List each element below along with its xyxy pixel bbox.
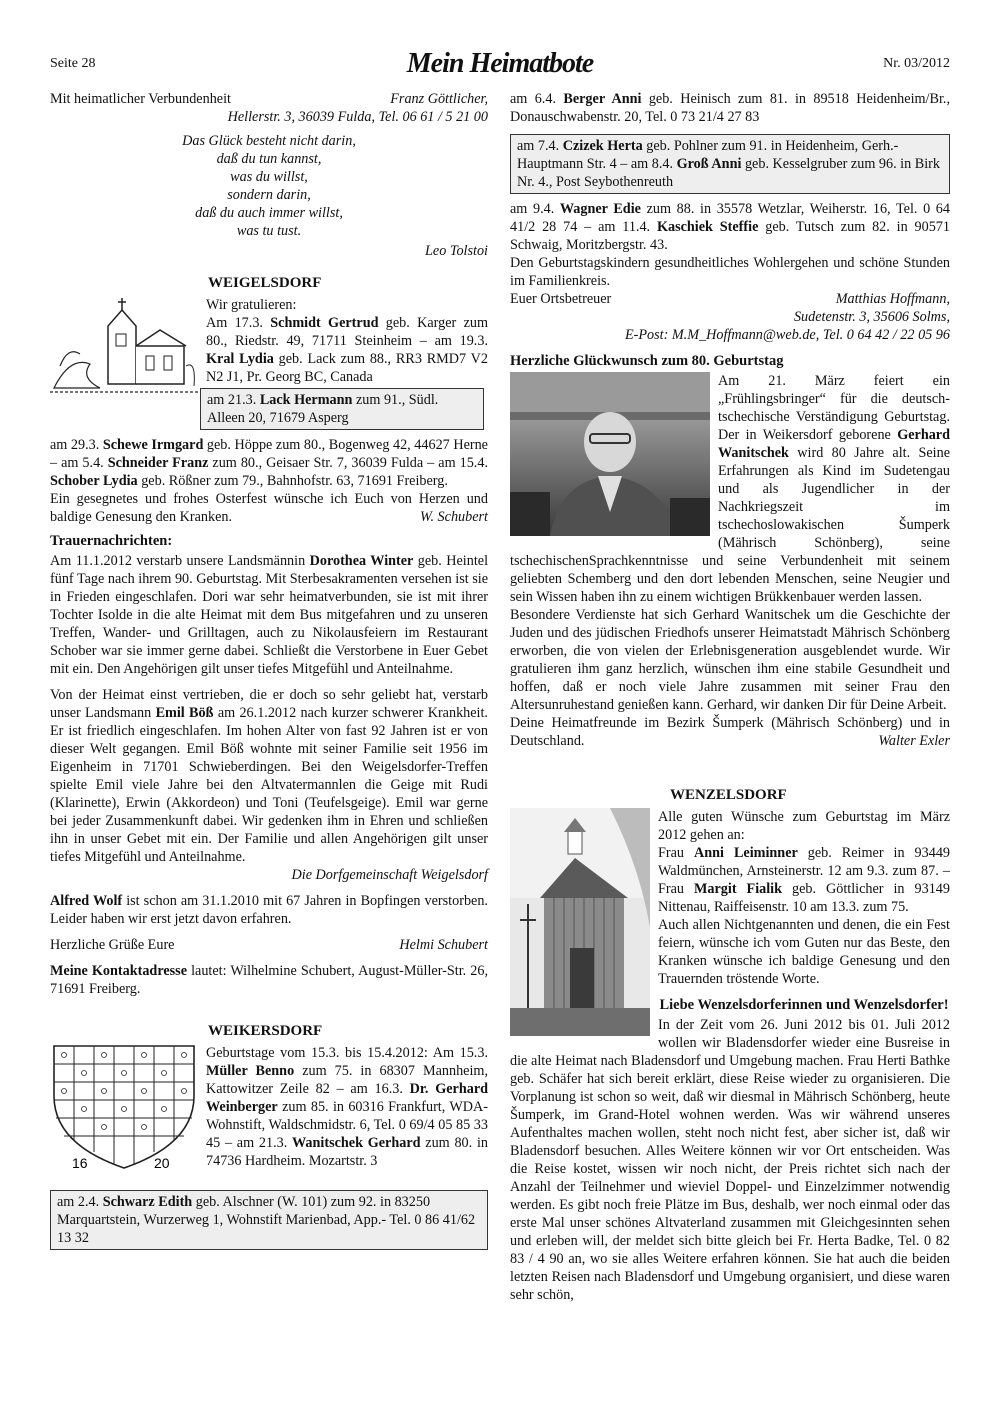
trauer-title: Trauernachrichten: bbox=[50, 533, 173, 549]
contact-address: Meine Kontaktadresse lautet: Wilhelmine Schubert, August-Müller-Str. 26, 71691 Freiberg. bbox=[50, 963, 489, 997]
section-title-wenzelsdorf: WENZELSDORF bbox=[670, 787, 787, 803]
coat-of-arms-image bbox=[50, 1044, 198, 1172]
glueckwunsch-article: Am 21. März feiert ein „Frühlingsbringer“ für die deutsch-tschechische Verständigung Geburtstag. Der in Weikersdorf geborene Gerhard Wanitschek wird 80 Jahre alt. Seine Erfahrungen als Kind im Sudetengau und als Jugendlicher in der Nachkriegszeit im tschechoslowakischen Šumperk (Mährisch Schönberg), seine tschechischenSprachkenntnisse und seine Verbundenheit mit seinem geliebten Schemberg und den dort lebenden Menschen, seine Neugier und sein Wissen haben ihn zu einem wichtigen Brükkenbauer werden lassen. Besondere Verdienste hat sich Gerhard Wanitschek um die Geschichte der Juden und des jüdischen Friedhofs unserer Heimatstadt Mährisch Schönberg erworben, die von vielen der Erlebnisgeneration ausgeblendet wurde. Wir gratulieren ihm ganz herzlich, wünschen ihm eine stabile Gesundheit und hoffen, daß er noch viele Jahre zusammen mit seiner Frau den Altersunruhestand genießen kann. Gerhard, wir danken Dir für Deine Arbeit. Deine Heimatfreunde im Bezirk Šumperk (Mährisch Schönberg) und in Deutschland. Walter Exler bbox=[510, 373, 950, 749]
contact-email: E-Post: M.M_Hoffmann@web.de, Tel. 0 64 42 / 22 05 96 bbox=[624, 327, 950, 343]
weigelsdorf-birthdays: Wir gratulieren: Am 17.3. Schmidt Gertrud geb. Karger zum 80., Riedstr. 49, 71711 Steinheim – am 19.3. Kral Lydia geb. Lack zum 88., RR3 RMD7 V2 N2 J1, Pr. Georg BC, Canada am 21.3. Lack Hermann zum 91., Südl. Alleen 20, 71679 Asperg am 29.3. Schewe Irmgard geb. Höppe zum 80., Bogenweg 42, 44627 Herne – am 5.4. Schneider Franz zum 80., Geisaer Str. 7, 36039 Fulda – am 15.4. Schober Lydia geb. Rößner zum 79., Bahnhofstr. 63, 71691 Freiberg. Ein gesegnetes und frohes Osterfest wünsche ich Euch von Herzen und baldige Genesung den Kranken. W. Schubert bbox=[50, 297, 488, 525]
obituary-wolf: Alfred Wolf ist schon am 31.1.2010 mit 67 Jahren in Bopfingen verstorben. Leider haben wir erst jetzt davon erfahren. bbox=[50, 893, 488, 927]
greeting-address: Hellerstr. 3, 36039 Fulda, Tel. 06 61 / 5 21 00 bbox=[227, 109, 488, 125]
left-column bbox=[50, 90, 488, 1250]
issue-number: Nr. 03/2012 bbox=[883, 56, 950, 71]
greeting-schubert: Herzliche Grüße Eure Helmi Schubert bbox=[50, 937, 488, 953]
page-header bbox=[50, 48, 950, 79]
wenzelsdorf-subtitle: Liebe Wenzelsdorferinnen und Wenzelsdorfer! bbox=[659, 997, 949, 1013]
birthday-berger: am 6.4. Berger Anni geb. Heinisch zum 81. in 89518 Heidenheim/Br., Donauschwabenstr. 20, Tel. 0 73 21/4 27 83 bbox=[510, 91, 950, 125]
highlight-box: am 7.4. Czizek Herta geb. Pohlner zum 91. in Heidenheim, Gerh.-Hauptmann Str. 4 – am 8.4. Groß Anni geb. Kesselgruber zum 96. in Birk Nr. 4., Post Seybothenreuth bbox=[510, 134, 950, 194]
weikersdorf-birthdays: 16 20 Geburtstage vom 15.3. bis 15.4.2012: Am 15.3. Müller Benno zum 75. in 68307 Mannheim, Kattowitzer Zeile 82 – am 16.3. Dr. Gerhard Weinberger zum 85. in 60316 Frankfurt, WDA-Wohnstift, Waldschmidstr. 6, Tel. 0 69/4 05 85 33 45 – am 21.3. Wanitschek Gerhard zum 80. in 74736 Hardheim. Mozartstr. 3 am 2.4. Schwarz Edith geb. Alschner (W. 101) zum 92. in 83250 Marquartstein, Wurzerweg 1, Wohnstift Marienbad, App.- Tel. 0 86 41/62 13 32 bbox=[50, 1044, 488, 1250]
greeting-line: Mit heimatlicher Verbundenheit Franz Göttlicher, bbox=[50, 91, 488, 107]
section-title-weigelsdorf: WEIGELSDORF bbox=[208, 275, 322, 291]
right-column: am 6.4. Berger Anni geb. Heinisch zum 81. in 89518 Heidenheim/Br., Donauschwabenstr. 20, Tel. 0 73 21/4 27 83 am 7.4. Czizek Herta geb. Pohlner zum 91. in Heidenheim, Gerh.-Hauptmann Str. 4 – am 8.4. Groß Anni geb. Kesselgruber zum 96. in Birk Nr. 4., Post Seybothenreuth am 9.4. Wagner Edie zum 88. in 35578 Wetzlar, Weiherstr. 16, Tel. 0 64 41/2 28 74 – am 11.4. Kaschiek Steffie geb. Tutsch zum 82. in 90571 Schwaig, Moritzbergstr. 43. Den Geburtstagskindern gesundheitliches Wohlergehen und schöne Stunden im Familienkreis. Euer Ortsbetreuer Matthias Hoffmann, Sudetenstr. 3, 35606 Solms, E-Post: M.M_Hoffmann@web.de, Tel. 0 64 42 / 22 05 96 Herzliche Glückwunsch zum 80. Geburtstag Am 21. März feiert ein „Frühlingsbringer“ für die deutsch-tschechische Verständigung Geburtstag. Der in Weikersdorf geborene Gerhard Wanitschek wird 80 Jahre alt. Seine Erfahrungen als Kind im Sudetengau und als Jugendlicher in der Nachkriegszeit im tschechoslowakischen Šumperk (Mährisch Schönberg), seine tschechischenSprachkenntnisse und seine Verbundenheit mit seinem geliebten Schemberg und den dort lebenden Menschen, seine Neugier und sein Wissen haben ihn zu einem wichtigen Brükkenbauer werden lassen. Besondere Verdienste hat sich Gerhard Wanitschek um die Geschichte der Juden und des jüdischen Friedhofs unserer Heimatstadt Mährisch Schönberg erworben, die von vielen der Erlebnisgeneration ausgeblendet wurde. Wir gratulieren ihm ganz herzlich, wünschen ihm eine stabile Gesundheit und hoffen, daß er noch viele Jahre zusammen mit seiner Frau den Altersunruhestand genießen kann. Gerhard, wir danken Dir für Deine Arbeit. Deine Heimatfreunde im Bezirk Šumperk (Mährisch Schönberg) und in Deutschland. Walter Exler WENZELSDORF Alle guten Wünsche zum Geburtstag im März 2012 gehen an: Frau Anni Leiminner geb. Reimer in 93449 Waldmünchen, Arnsteinerstr. 12 am 9.3. zum 87. – Frau Margit Fialik geb. Göttlicher in 93149 Nittenau, Raiffeisenstr. 10 am 13.3. zum 75. Auch allen Nichtgenannten und denen, die ein Fest feiern, wünsche ich vom Guten nur das Beste, den Kranken wünsche ich baldige Genesung und den Trauernden tröstende Worte. Liebe Wenzelsdorferinnen und Wenzelsdorfer! In der Zeit vom 26. Juni 2012 bis 01. Juli 2012 wollen wir Bladensdorfer wieder eine Busreise in die alte Heimat nach Bladensdorf und Umgebung machen. Frau Herti Bathke geb. Schäfer hat sich bereit erklärt, diese Reise wieder zu organisieren. Die Vorplanung ist schon so weit, daß wir diesmal in Mährisch Schönberg, heute Šumperk, im Grand-Hotel wohnen werden. Was wir während unseres Aufenthaltes machen wollen, steht noch nicht fest, aber sicher ist, daß wir Bladensdorf besuchen. Alles Weitere können wir vor Ort entscheiden. Was die Reise kostet, wissen wir noch nicht, der Preis richtet sich nach der Anzahl der Teilnehmer und wieviel Doppel- und Einzelzimmer notwendig werden. Es gibt noch freie Plätze im Bus, deshalb, wer noch einmal oder das erste Mal unser schönes Altvaterland zusammen mit Gleichgesinnten sehen und erleben will, der meldet sich bitte gleich bei Fr. Herta Badke, Tel. 0 82 83 / 4 90 an, wo sie alles Weitere erfahren können. Sie hat auch die beiden letzten Reisen nach Bladensdorf und Umgebung organisiert, und diese waren sehr schön, bbox=[510, 91, 951, 1303]
wenzelsdorf-article: Alle guten Wünsche zum Geburtstag im März 2012 gehen an: Frau Anni Leiminner geb. Reimer in 93449 Waldmünchen, Arnsteinerstr. 12 am 9.3. zum 87. – Frau Margit Fialik geb. Göttlicher in 93149 Nittenau, Raiffeisenstr. 10 am 13.3. zum 75. Auch allen Nichtgenannten und denen, die ein Fest feiern, wünsche ich vom Guten nur das Beste, den Kranken wünsche ich baldige Genesung und den Trauernden tröstende Worte. Liebe Wenzelsdorferinnen und Wenzelsdorfer! In der Zeit vom 26. Juni 2012 bis 01. Juli 2012 wollen wir Bladensdorfer wieder eine Busreise in die alte Heimat nach Bladensdorf und Umgebung machen. Frau Herti Bathke geb. Schäfer hat sich bereit erklärt, diese Reise wieder zu organisieren. Die Vorplanung ist schon so weit, daß wir diesmal in Mährisch Schönberg, heute Šumperk, im Grand-Hotel wohnen werden. Was wir während unseres Aufenthaltes machen wollen, steht noch nicht fest, aber sicher ist, daß wir Bladensdorf besuchen. Alles Weitere können wir vor Ort entscheiden. Was die Reise kostet, wissen wir noch nicht, der Preis richtet sich nach der Anzahl der Teilnehmer und wieviel Doppel- und Einzelzimmer notwendig werden. Es gibt noch freie Plätze im Bus, deshalb, wer noch einmal oder das erste Mal unser schönes Altvaterland zusammen mit Gleichgesinnten sehen und erleben will, der meldet sich bitte gleich bei Fr. Herta Badke, Tel. 0 82 83 / 4 90 an, wo sie alles Weitere erfahren können. Sie hat auch die beiden letzten Reisen nach Bladensdorf und Umgebung organisiert, und diese waren sehr schön, bbox=[510, 809, 951, 1303]
signature-ortsbetreuer: Euer Ortsbetreuer Matthias Hoffmann, bbox=[510, 291, 950, 307]
shield-year-right: 20 bbox=[154, 1155, 170, 1171]
highlight-box: am 21.3. Lack Hermann zum 91., Südl. Alleen 20, 71679 Asperg bbox=[200, 388, 484, 430]
highlight-box: am 2.4. Schwarz Edith geb. Alschner (W. 101) zum 92. in 83250 Marquartstein, Wurzerweg 1, Wohnstift Marienbad, App.- Tel. 0 86 41/62 13 32 bbox=[50, 1190, 488, 1250]
section-title-glueckwunsch: Herzliche Glückwunsch zum 80. Geburtstag bbox=[510, 353, 784, 369]
portrait-photo-image bbox=[510, 372, 710, 536]
signature-dorfgemeinschaft: Die Dorfgemeinschaft Weigelsdorf bbox=[291, 867, 488, 883]
poem: Das Glück besteht nicht darin, daß du tun kannst, was du willst, sondern darin, daß du auch immer willst, was tu tust. bbox=[182, 133, 356, 239]
masthead-logo: Mein Heimatbote bbox=[406, 48, 594, 79]
obituary-winter: Am 11.1.2012 verstarb unsere Landsmännin Dorothea Winter geb. Heintel fünf Tage nach ihrem 90. Geburtstag. Mit Sterbesakramenten versehen ist sie in Frieden eingeschlafen. Dori war sehr heimatverbunden, sie ist mit ihrer Tochter Isolde in die alte Heimat mit dem Bus mitgefahren und zu unseren Treffen, Wander- und Grilltagen, auch zu Nikolausfeiern im Restaurant Schober war sie immer gerne dabei. Schließt die Verstorbene in Euer Gebet mit ein. Den Angehörigen gilt unser tiefes Mitgefühl und Anteilnahme. bbox=[50, 553, 489, 677]
birthday-wagner: am 9.4. Wagner Edie zum 88. in 35578 Wetzlar, Weiherstr. 16, Tel. 0 64 41/2 28 74 – am 11.4. Kaschiek Steffie geb. Tutsch zum 82. in 90571 Schwaig, Moritzbergstr. 43. bbox=[510, 201, 950, 253]
page-number: Seite 28 bbox=[50, 56, 96, 71]
poem-author: Leo Tolstoi bbox=[425, 243, 488, 259]
obituary-boess: Von der Heimat einst vertrieben, die er doch so sehr geliebt hat, verstarb unser Landsmann Emil Böß am 26.1.2012 nach kurzer schwerer Krankheit. Er ist friedlich eingeschlafen. Im hohen Alter von fast 92 Jahren ist er von dieser Welt gegangen. Emil Böß wohnte mit seiner Familie seit 1956 im Eigenheim in 71701 Schwieberdingen. Bei den Weigelsdorfer-Treffen spielte Emil viele Jahre bei den Altvatermannlen die Geige mit Rudi (Klarinette), Erwin (Akkordeon) und Toni (Teufelsgeige). Emil war gerne bei jeder Zusammenkunft dabei. Wir gedenken ihm in Ehren und schließen ihn in unser Gebet mit ein. Der Familie und allen Angehörigen gilt unser tiefes Mitgefühl und Anteilnahme. bbox=[50, 687, 488, 865]
section-title-weikersdorf: WEIKERSDORF bbox=[208, 1023, 323, 1039]
chapel-photo-image bbox=[510, 808, 650, 1036]
church-drawing-image bbox=[50, 296, 198, 401]
shield-year-left: 16 bbox=[72, 1155, 88, 1171]
